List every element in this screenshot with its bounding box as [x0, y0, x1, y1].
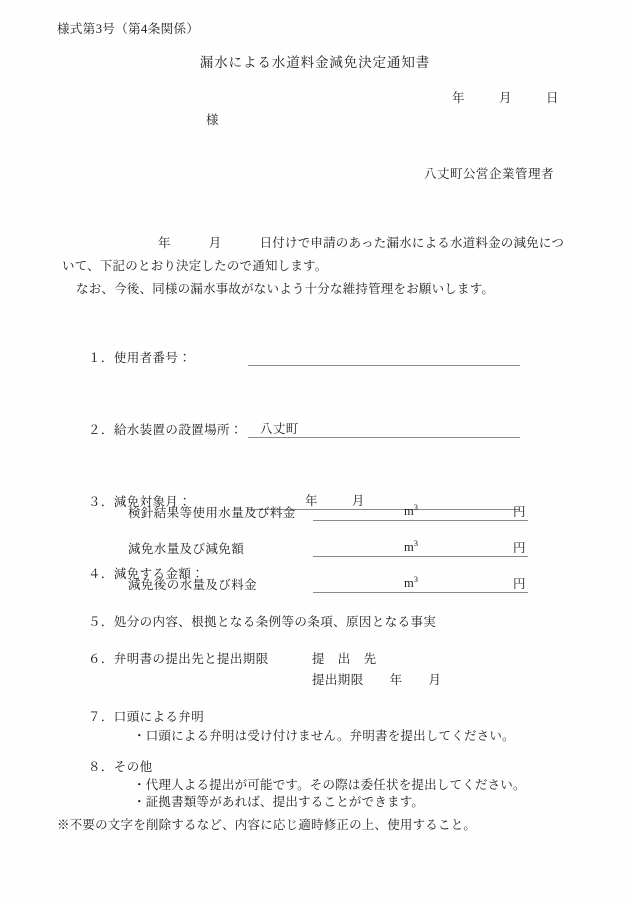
- item-3-year-label: 年: [305, 494, 318, 508]
- amount-row-2-unit-exponent: 3: [413, 538, 418, 548]
- issue-date-line: [452, 88, 559, 106]
- document-title: 漏水による水道料金減免決定通知書: [199, 55, 431, 70]
- issuer-name: 八丈町公営企業管理者: [424, 167, 555, 181]
- item-6-label: ６．弁明書の提出先と提出期限: [88, 652, 269, 666]
- item-7-label: ７．口頭による弁明: [88, 710, 205, 724]
- item-8-bullet-2: ・証拠書類等があれば、提出することができます。: [133, 795, 425, 809]
- amount-row-1: [0, 503, 630, 539]
- item-6-destination-label: 提 出 先: [312, 652, 377, 666]
- item-4-number: ４．: [88, 567, 114, 581]
- item-3-month-label: 月: [351, 494, 365, 508]
- amount-row-1-unit-exponent: 3: [413, 502, 418, 512]
- issue-date-day-label: 日: [546, 91, 560, 105]
- amount-row-1-currency-unit: 円: [513, 505, 526, 519]
- item-6-deadline-label: 提出期限: [312, 673, 364, 687]
- item-2-label: [88, 420, 243, 438]
- item-row-1: [0, 348, 630, 384]
- notice-body-paragraph-1: [62, 232, 570, 278]
- amount-row-3-input-line[interactable]: [313, 577, 528, 593]
- item-3-number: ３．: [88, 495, 114, 509]
- item-6-deadline-year-label: 年: [389, 673, 403, 687]
- notice-body-text-1: 日付けで申請のあった漏水による水道料金の減免について、下記のとおり決定したので通知します。: [62, 236, 565, 273]
- amount-row-2-input-line[interactable]: [313, 541, 528, 557]
- notice-body-paragraph-2: なお、今後、同様の漏水事故がないよう十分な維持管理をお願いします。: [76, 282, 495, 296]
- amount-row-2-volume-unit: [404, 538, 418, 555]
- item-4-text: 減免する金額：: [113, 567, 205, 581]
- amount-row-1-label: 検針結果等使用水量及び料金: [128, 506, 296, 520]
- item-6-deadline: [312, 670, 441, 688]
- item-2-value: 八丈町: [260, 422, 299, 436]
- item-1-number: １．: [88, 351, 114, 365]
- item-2-number: ２．: [88, 423, 114, 437]
- item-1-text: 使用者番号：: [113, 351, 192, 365]
- amount-row-1-unit-m: m: [404, 504, 414, 519]
- amount-row-3-label: 減免後の水量及び料金: [128, 578, 258, 592]
- issue-date-year-label: 年: [452, 91, 466, 105]
- footnote: ※不要の文字を削除するなど、内容に応じ適時修正の上、使用すること。: [57, 818, 477, 832]
- item-8-bullet-1: ・代理人よる提出が可能です。その際は委任状を提出してください。: [133, 778, 526, 792]
- item-3-text: 減免対象月：: [113, 495, 192, 509]
- amount-row-3-currency-unit: 円: [513, 577, 526, 591]
- amount-row-2-unit-m: m: [404, 540, 414, 555]
- amount-row-1-volume-unit: [404, 502, 418, 519]
- item-1-label: [88, 348, 191, 366]
- amount-row-3-unit-exponent: 3: [413, 574, 418, 584]
- notice-body: [62, 232, 570, 301]
- amount-row-2: [0, 539, 630, 575]
- form-number: 様式第3号（第4条関係）: [57, 22, 200, 36]
- amount-row-2-currency-unit: 円: [513, 541, 526, 555]
- amount-row-1-input-line[interactable]: [313, 505, 528, 521]
- item-8-label: ８．その他: [88, 760, 153, 774]
- item-6-deadline-month-label: 月: [428, 673, 442, 687]
- addressee-suffix: 様: [206, 113, 219, 127]
- application-date-blank: 年 月: [158, 236, 260, 250]
- issue-date-month-label: 月: [499, 91, 513, 105]
- amount-row-2-label: 減免水量及び減免額: [128, 542, 245, 556]
- item-5-label: ５．処分の内容、根拠となる条例等の条項、原因となる事実: [88, 615, 437, 629]
- amount-row-3-volume-unit: [404, 574, 418, 591]
- item-row-2: [0, 420, 630, 456]
- item-1-input-line[interactable]: [248, 350, 520, 366]
- amount-rows: [0, 503, 630, 611]
- item-7-bullet-1: ・口頭による弁明は受け付けません。弁明書を提出してください。: [133, 729, 515, 743]
- amount-row-3-unit-m: m: [404, 576, 414, 591]
- amount-row-3: [0, 575, 630, 611]
- item-2-text: 給水装置の設置場所：: [113, 423, 243, 437]
